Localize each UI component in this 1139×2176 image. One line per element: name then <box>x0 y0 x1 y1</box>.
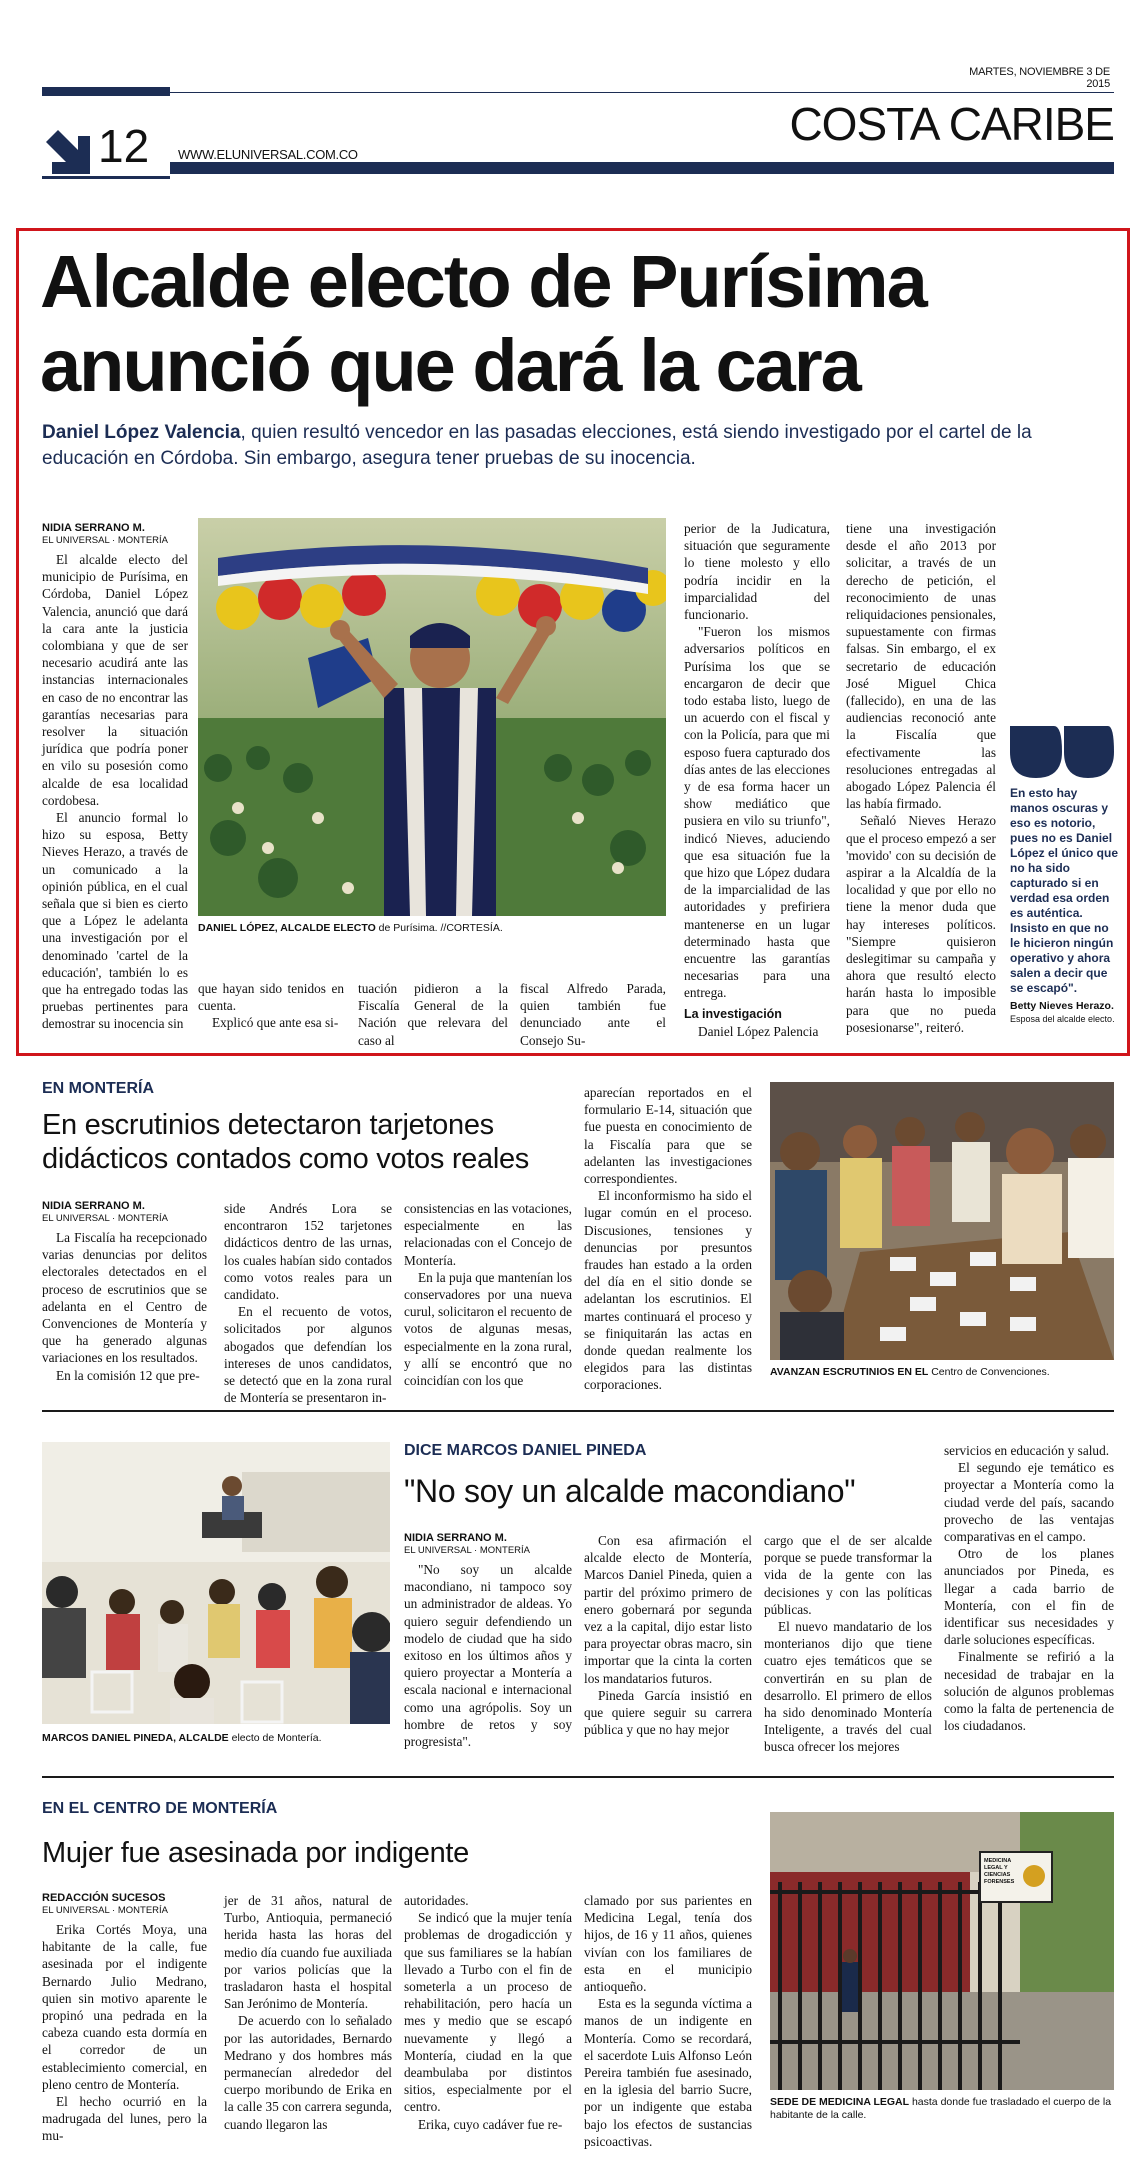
main-col-4 <box>684 520 830 1040</box>
article2-col2-p1: side Andrés Lora se encontraron 152 tarjetones didácticos dentro de las urnas, los cuales habían sido contados como votos reales para un candidato. <box>224 1201 392 1303</box>
main-under1-p2: Explicó que ante esa si- <box>212 1015 339 1031</box>
article2-caption-text: Centro de Convenciones. <box>928 1366 1050 1378</box>
article3-col3-p1: cargo que el de ser alcalde porque se puede transformar la vida de la gente con las decisiones y con las políticas públicas. <box>764 1533 932 1617</box>
header-date: MARTES, NOVIEMBRE 3 DE 2015 <box>969 66 1110 90</box>
article3-col4-p1: servicios en educación y salud. <box>944 1443 1110 1458</box>
article3-byline: NIDIA SERRANO M. <box>404 1532 507 1544</box>
header-website[interactable]: WWW.ELUNIVERSAL.COM.CO <box>178 147 358 162</box>
article4-byline: REDACCIÓN SUCESOS <box>42 1892 166 1904</box>
main-photo-caption <box>198 922 668 935</box>
main-col4-subhead: La investigación <box>684 1006 782 1021</box>
article3-col-4 <box>944 1442 1114 1734</box>
main-under3: fiscal Alfredo Parada, quien también fue denunciado ante el Consejo Su- <box>520 981 666 1048</box>
article4-kicker: EN EL CENTRO DE MONTERÍA <box>42 1800 278 1817</box>
article3-headline: "No soy un alcalde macondiano" <box>404 1473 856 1509</box>
article2-col4-p1: aparecían reportados en el formulario E-14, situación que fue puesta en conocimiento de la Fiscalía para que se adelanten las investigaciones correspondientes. <box>584 1085 752 1187</box>
main-headline-line1: Alcalde electo de Purísima <box>40 240 926 323</box>
article4-col1-p1: Erika Cortés Moya, una habitante de la calle, fue asesinada por el indigente Bernardo Julio Medrano, quien sin motivo aparente le propinó una pedrada en la cabeza cuando esta dormía en el corredor de un establecimiento comercial, en pleno centro de Montería. <box>42 1922 207 2092</box>
article3-photo-caption <box>42 1732 392 1745</box>
article4-col2-p1: jer de 31 años, natural de Turbo, Antioquia, permaneció herida hasta las horas del medio día cuando fue auxiliada por varios policías que la trasladaron hasta el hospital San Jerónimo de Montería. <box>224 1893 392 2012</box>
header-bottom-rule <box>42 176 170 179</box>
main-under-col-3 <box>520 980 666 1049</box>
pull-quote: En esto hay manos oscuras y eso es notorio, pues no es Daniel López el único que no ha sido capturado si en verdad esa orden es auténtica. Insisto en que no le hicieron ningún operativo y ahora salen a decir que se escapó". <box>1010 786 1119 995</box>
article2-kicker: EN MONTERÍA <box>42 1080 154 1097</box>
article2-col2-p2: En el recuento de votos, solicitados por algunos abogados que defendían los intereses de unos candidatos, se detectó que en la zona rural de Montería se presentaron in- <box>224 1304 392 1406</box>
page-number: 12 <box>98 120 150 172</box>
header-thin-rule <box>170 92 1114 93</box>
main-under1: que hayan sido tenidos en cuenta. <box>198 981 344 1014</box>
main-headline-line2: anunció que dará la cara <box>40 324 860 407</box>
article3-byline-sub: EL UNIVERSAL · MONTERÍA <box>404 1545 530 1556</box>
article2-col-1 <box>42 1200 207 1384</box>
divider-2 <box>42 1776 1114 1778</box>
main-col-5 <box>846 520 996 1036</box>
main-col1-p2: El anuncio formal lo hizo su esposa, Betty Nieves Herazo, a través de un comunicado a la opinión pública, en el cual señala que si bien es cierto que a López le adelanta una investigación por el denominado 'cartel de la educación', también lo es que ha entregado todas las pruebas pertinentes para demostrar su inocencia sin <box>42 810 188 1032</box>
article2-byline: NIDIA SERRANO M. <box>42 1200 145 1212</box>
article4-col1-p2: El hecho ocurrió en la madrugada del lunes, pero la mu- <box>42 2094 207 2144</box>
article3-col2-p1: Con esa afirmación el alcalde electo de Montería, Marcos Daniel Pineda, quien a partir del próximo primero de enero gobernará por segunda vez a la capital, dijo estar listo para proyectar obras macro, sin importar que la cinta la corten los mandatarios futuros. <box>584 1533 752 1686</box>
main-col4-p2: "Fueron los mismos adversarios políticos en Purísima los que se encargaron de decir que todo estaba listo, luego de un acuerdo con el fiscal y con la Policía, para que mi esposo fuera capturado dos días antes de las elecciones y de esa forma hacer un show mediático que pusiera en vilo su triunfo", indicó Nieves, aduciendo que esa situación fue la que hizo que López dudara de la imparcialidad de las autoridades y prefiriera mantenerse en un lugar determinado hasta que encuentre las garantías necesarias para una entrega. <box>684 624 830 1001</box>
article4-col3-p2: Se indicó que la mujer tenía problemas de drogadicción y que sus familiares se la habían llevado a Turbo con el fin de someterla a un proceso de rehabilitación, pero hacía un mes y medio que se escapó nuevamente y llegó a Montería, ciudad en la que deambulaba por distintos sitios, especialmente por el centro. <box>404 1910 572 2115</box>
medicina-legal-sign-text: MEDICINA LEGAL Y CIENCIAS FORENSES <box>984 1858 1015 1885</box>
article4-col-3 <box>404 1892 572 2133</box>
article4-byline-sub: EL UNIVERSAL · MONTERÍA <box>42 1905 168 1916</box>
deck-name: Daniel López Valencia <box>42 422 241 443</box>
main-byline: NIDIA SERRANO M. <box>42 522 145 534</box>
main-deck <box>42 420 1052 472</box>
article2-headline <box>42 1108 602 1176</box>
quote-mark-icon <box>1010 726 1114 778</box>
article3-col-3 <box>764 1532 932 1756</box>
article2-col3-p1: consistencias en las votaciones, especialmente en las relacionadas con el Concejo de Montería. <box>404 1201 572 1268</box>
article2-photo <box>770 1082 1114 1360</box>
article2-col-4 <box>584 1084 752 1394</box>
main-caption-text: de Purísima. //CORTESÍA. <box>375 922 503 934</box>
article4-photo-caption <box>770 2096 1114 2122</box>
article3-col4-p4: Finalmente se refirió a la necesidad de trabajar en la solución de algunos problemas como la falta de pertenencia de los ciudadanos. <box>944 1649 1114 1734</box>
article4-col-1 <box>42 1892 207 2145</box>
article4-col-4 <box>584 1892 752 2150</box>
main-byline-sub: EL UNIVERSAL · MONTERÍA <box>42 535 168 546</box>
quote-author: Betty Nieves Herazo. <box>1010 1000 1114 1012</box>
divider-1 <box>42 1410 1114 1412</box>
article4-col3-p3: Erika, cuyo cadáver fue re- <box>418 2116 563 2132</box>
arrow-down-right-icon <box>44 128 92 176</box>
article3-col2-p2: Pineda García insistió en que quiere seguir su carrera pública y que no hay mejor <box>584 1687 752 1738</box>
main-col1-p1: El alcalde electo del municipio de Purísima, en Córdoba, Daniel López Valencia, anunció que dará la cara ante la justicia colombiana y que de ser necesario acudirá ante las instancias internacionales en caso de no encontrar las garantías necesarias para resolver la situación jurídica que podría poner en vilo su posesión como alcalde de esa localidad cordobesa. <box>42 552 188 808</box>
article2-col-3 <box>404 1200 572 1389</box>
article3-kicker: DICE MARCOS DANIEL PINEDA <box>404 1442 647 1459</box>
article2-col1-p2: En la comisión 12 que pre- <box>56 1367 200 1383</box>
article2-col-2 <box>224 1200 392 1406</box>
article4-caption-bold: SEDE DE MEDICINA LEGAL <box>770 2096 910 2108</box>
article3-photo <box>42 1442 390 1724</box>
article3-col-2 <box>584 1532 752 1738</box>
article3-caption-bold: MARCOS DANIEL PINEDA, ALCALDE <box>42 1732 229 1744</box>
article4-col2-p2: De acuerdo con lo señalado por las autoridades, Bernardo Medrano y dos hombres más permanecían alrededor del cuerpo moribundo de Erika en la calle 35 con carrera segunda, cuando llegaron las <box>224 2013 392 2132</box>
article4-photo <box>770 1812 1114 2090</box>
header-bottom-bar <box>170 162 1114 174</box>
main-col4-p1: perior de la Judicatura, situación que seguramente lo tiene molesto y ello podría incidir en la imparcialidad del funcionario. <box>684 521 830 623</box>
main-headline <box>40 240 1100 408</box>
main-col-1 <box>42 522 188 1033</box>
main-under-col-2 <box>358 980 508 1049</box>
main-under2: tuación pidieron a la Fiscalía General de la Nación que relevara del caso al <box>358 981 508 1048</box>
article2-caption-bold: AVANZAN ESCRUTINIOS EN EL <box>770 1366 929 1378</box>
article4-col4-p1: clamado por sus parientes en Medicina Legal, tenía dos hijos, de 16 y 11 años, quienes vivían con los familiares de esta en el municipio antioqueño. <box>584 1893 752 1995</box>
main-col4-p3: Daniel López Palencia <box>698 1023 819 1039</box>
article3-col4-p3: Otro de los planes anunciados por Pineda, es llegar a cada barrio de Montería, con el fin de identificar sus necesidades y darle soluciones específicas. <box>944 1546 1114 1648</box>
article4-caption-text: hasta donde fue trasladado el cuerpo de la habitante de la calle. <box>770 2096 1112 2121</box>
article2-col4-p2: El inconformismo ha sido el lugar común en el proceso. Discusiones, tensiones y denuncias por presuntos fraudes han estado a la orden del día en el sitio donde se adelantan los escrutinios. El martes continuará el proceso y se finiquitarán las actas en donde quedan realmente los elegidos para las distintas corporaciones. <box>584 1188 752 1393</box>
article4-headline: Mujer fue asesinada por indigente <box>42 1837 469 1869</box>
article4-col3-p1: autoridades. <box>404 1893 469 1908</box>
article2-headline-line1: En escrutinios detectaron tarjetones <box>42 1109 494 1141</box>
article3-col1-p1: "No soy un alcalde macondiano, ni tampoco soy un administrador de aldeas. Yo quiero seguir defendiendo un modelo de ciudad que ha sido exitoso en los últimos años y quiero proyectar a Montería a escala nacional e internacional como una agrópolis. Soy un hombre de retos y soy progresista". <box>404 1562 572 1750</box>
article2-photo-caption <box>770 1366 1114 1379</box>
main-under-col-1 <box>198 980 344 1032</box>
article3-col3-p2: El nuevo mandatario de los monterianos dijo que tiene cuatro ejes temáticos que se convertirán en su plan de desarrollo. El primero de ellos ha sido denominado Montería Inteligente, a través del cual busca ofrecer los mejores <box>764 1619 932 1755</box>
section-title: COSTA CARIBE <box>789 98 1114 150</box>
article3-col4-p2: El segundo eje temático es proyectar a Montería como la ciudad verde del país, sacando provecho de las ventajas comparativas en el campo. <box>944 1460 1114 1545</box>
main-col5-p2: Señaló Nieves Herazo que el proceso empezó a ser 'movido' con su decisión de aspirar a la Alcaldía de la localidad y que por ello no tiene la menor duda que hay intereses políticos. "Siempre quisieron deslegitimar su campaña y ahora que resultó electo harán hasta lo imposible para que no pueda posesionarse", reiteró. <box>846 813 996 1035</box>
article2-col3-p2: En la puja que mantenían los conservadores por una nueva curul, solicitaron el recuento de votos de algunas mesas, especialmente en la zona rural, y allí se encontró que no coincidían con los que <box>404 1269 572 1389</box>
main-caption-bold: DANIEL LÓPEZ, ALCALDE ELECTO <box>198 922 376 934</box>
article4-col-2 <box>224 1892 392 2133</box>
quote-author-sub: Esposa del alcalde electo. <box>1010 1014 1115 1024</box>
article2-col1-p1: La Fiscalía ha recepcionado varias denuncias por delitos electorales detectados en el proceso de escrutinios que se adelanta en el Centro de Convenciones de Montería y que ha generado algunas variaciones en los resultados. <box>42 1230 207 1366</box>
article4-col4-p2: Esta es la segunda víctima a manos de un indigente en Montería. Como se recordará, el sacerdote Luis Alfonso León Pereira también fue asesinado, en la iglesia del barrio Sucre, por un indigente que estaba bajo los efectos de sustancias psicoactivas. <box>584 1996 752 2149</box>
main-photo <box>198 518 666 916</box>
article2-byline-sub: EL UNIVERSAL · MONTERÍA <box>42 1213 168 1224</box>
article2-headline-line2: didácticos contados como votos reales <box>42 1143 529 1175</box>
article3-caption-text: electo de Montería. <box>228 1732 322 1744</box>
deck-text: , quien resultó vencedor en las pasadas elecciones, está siendo investigado por el cartel de la educación en Córdoba. Sin embargo, asegura tener pruebas de su inocencia. <box>42 422 1032 469</box>
header-top-bar <box>42 87 170 96</box>
article3-col-1 <box>404 1532 572 1750</box>
main-col5-p1: tiene una investigación desde el año 2013 por solicitar, a través de un derecho de petición, el reconocimiento de unas reliquidaciones pensionales, supuestamente con firmas falsas. Sin embargo, el ex secretario de educación José Miguel Chica (fallecido), en una de las audiencias reconoció ante la Fiscalía que efectivamente las resoluciones entregadas al abogado López Palencia él las había firmado. <box>846 521 996 812</box>
